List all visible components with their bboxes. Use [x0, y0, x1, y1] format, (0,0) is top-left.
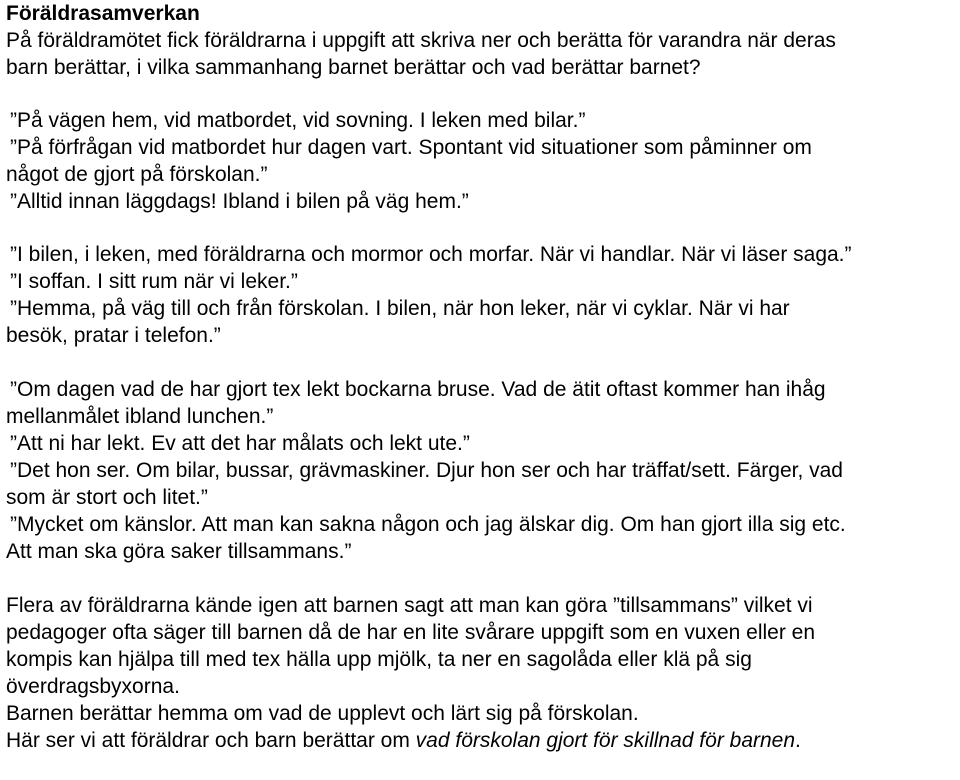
spacer — [6, 81, 952, 107]
quote-line: ”Att ni har lekt. Ev att det har målats och lekt ute.” — [10, 432, 470, 455]
quote-group-2 — [6, 241, 952, 349]
conclusion-line: Barnen berättar hemma om vad de upplevt och lärt sig på förskolan. — [6, 702, 639, 725]
quote-line: något de gjort på förskolan.” — [6, 163, 268, 186]
spacer — [6, 215, 952, 241]
quote-line: ”I soffan. I sitt rum när vi leker.” — [10, 270, 298, 293]
conclusion-line: överdragsbyxorna. — [6, 675, 180, 698]
quote-line: ”På förfrågan vid matbordet hur dagen vart. Spontant vid situationer som påminner om — [10, 136, 812, 159]
final-line-suffix: . — [795, 729, 801, 752]
quote-line: ”Det hon ser. Om bilar, bussar, grävmaskiner. Djur hon ser och har träffat/sett. Färger, vad — [10, 459, 843, 482]
final-line-prefix: Här ser vi att föräldrar och barn berättar om — [6, 729, 416, 752]
conclusion-line: pedagoger ofta säger till barnen då de har en lite svårare uppgift som en vuxen eller en — [6, 621, 816, 644]
quote-line: ”Om dagen vad de har gjort tex lekt bockarna bruse. Vad de ätit oftast kommer han ihåg — [10, 378, 826, 401]
quote-line: ”Mycket om känslor. Att man kan sakna någon och jag älskar dig. Om han gjort illa sig etc. — [10, 513, 846, 536]
quote-line: ”I bilen, i leken, med föräldrarna och mormor och morfar. När vi handlar. När vi läser saga.” — [10, 243, 852, 266]
quote-group-3 — [6, 376, 952, 565]
quote-line: ”Alltid innan läggdags! Ibland i bilen på väg hem.” — [10, 190, 469, 213]
intro-line: barn berättar, i vilka sammanhang barnet berättar och vad berättar barnet? — [6, 56, 701, 79]
spacer — [6, 349, 952, 376]
quote-line: ”På vägen hem, vid matbordet, vid sovning. I leken med bilar.” — [10, 109, 586, 132]
conclusion-line: Flera av föräldrarna kände igen att barnen sagt att man kan göra ”tillsammans” vilket vi — [6, 594, 813, 617]
final-line — [6, 727, 952, 754]
spacer — [6, 565, 952, 592]
intro-paragraph — [6, 27, 952, 81]
quote-line: Att man ska göra saker tillsammans.” — [6, 540, 352, 563]
quote-group-1 — [6, 107, 952, 215]
quote-line: som är stort och litet.” — [6, 486, 208, 509]
intro-line: På föräldramötet fick föräldrarna i uppgift att skriva ner och berätta för varandra när deras — [6, 29, 836, 52]
quote-line: ”Hemma, på väg till och från förskolan. I bilen, när hon leker, när vi cyklar. När vi har — [10, 297, 790, 320]
conclusion-paragraph — [6, 592, 952, 727]
quote-line: mellanmålet ibland lunchen.” — [6, 405, 274, 428]
conclusion-line: kompis kan hjälpa till med tex hälla upp mjölk, ta ner en sagolåda eller klä på sig — [6, 648, 752, 671]
page-title: Föräldrasamverkan — [6, 2, 200, 25]
quote-line: besök, pratar i telefon.” — [6, 324, 221, 347]
final-line-emphasis: vad förskolan gjort för skillnad för barnen — [415, 729, 796, 752]
